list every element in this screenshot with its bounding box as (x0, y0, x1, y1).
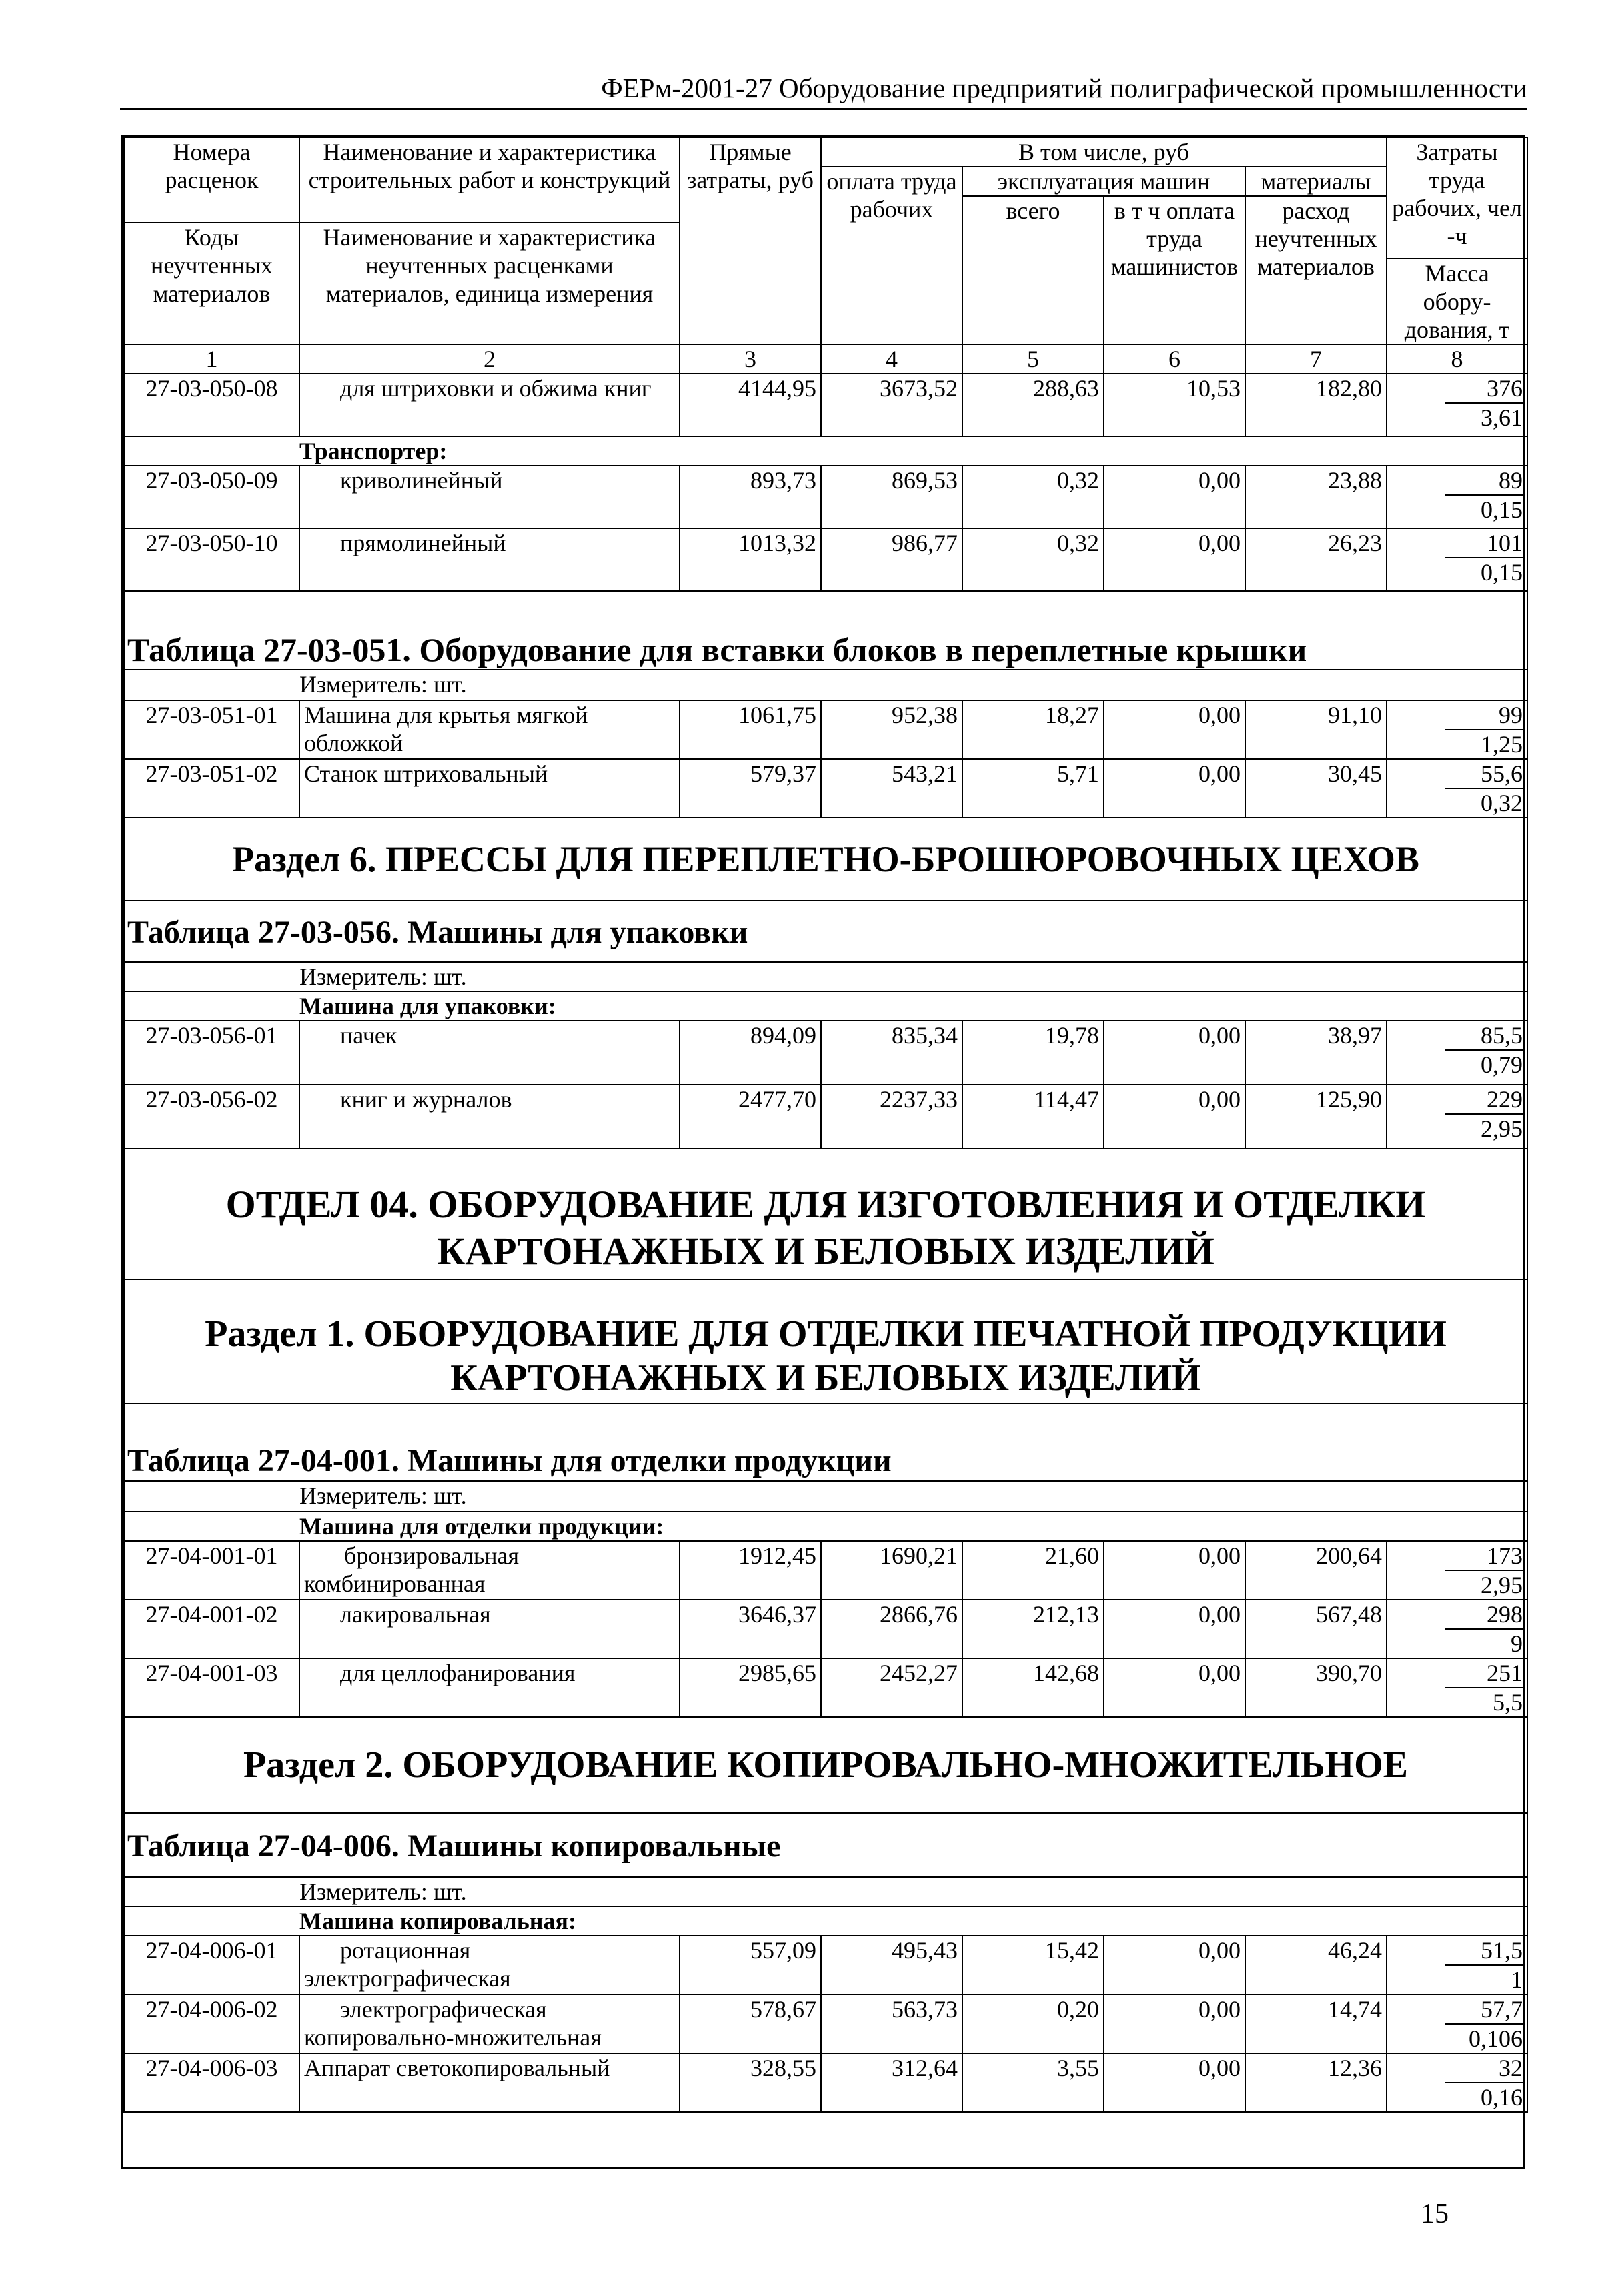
machine-total: 212,13 (962, 1600, 1104, 1658)
equipment-mass: 0,79 (1481, 1051, 1523, 1078)
labor-hours: 229 (1445, 1085, 1523, 1115)
equipment-mass: 3,61 (1481, 404, 1523, 431)
col-number: 7 (1245, 344, 1387, 374)
rate-name-line2: электрографическая (304, 1965, 511, 1992)
group-title: Транспортер: (124, 436, 1527, 466)
labor-hours: 55,6 (1445, 760, 1523, 789)
machine-total: 0,32 (962, 466, 1104, 528)
direct-cost: 579,37 (680, 759, 821, 818)
header-col2-bottom: Наименование и характеристика неучтенных расценками материалов, единица измерения (299, 223, 680, 344)
section-heading: Раздел 2. ОБОРУДОВАНИЕ КОПИРОВАЛЬНО-МНОЖИТЕЛЬНОЕ (243, 1744, 1408, 1786)
labor-and-mass (1387, 2053, 1527, 2112)
rate-name: прямолинейный (299, 528, 680, 591)
labor-and-mass (1387, 759, 1527, 818)
labor-and-mass (1387, 1658, 1527, 1717)
worker-pay: 1690,21 (821, 1541, 962, 1600)
labor-and-mass (1387, 1600, 1527, 1658)
header-col1-top: Номера расценок (124, 137, 299, 223)
rate-name: Станок штриховальный (299, 759, 680, 818)
worker-pay: 312,64 (821, 2053, 962, 2112)
materials-cost: 30,45 (1245, 759, 1387, 818)
labor-and-mass (1387, 1085, 1527, 1149)
table-caption: Таблица 27-03-051. Оборудование для вставки блоков в переплетные крышки (127, 631, 1307, 668)
labor-hours: 101 (1445, 529, 1523, 558)
rate-name-line1: бронзировальная (344, 1542, 520, 1569)
worker-pay: 2452,27 (821, 1658, 962, 1717)
materials-cost: 125,90 (1245, 1085, 1387, 1149)
page-number: 15 (1421, 2199, 1449, 2229)
table-row (124, 759, 1527, 818)
labor-and-mass (1387, 374, 1527, 436)
worker-pay: 543,21 (821, 759, 962, 818)
rate-name: лакировальная (299, 1600, 680, 1658)
equipment-mass: 0,15 (1481, 559, 1523, 586)
labor-and-mass (1387, 1021, 1527, 1085)
machine-total: 142,68 (962, 1658, 1104, 1717)
machine-total: 114,47 (962, 1085, 1104, 1149)
header-machines: эксплуатация машин (962, 167, 1245, 196)
direct-cost: 1912,45 (680, 1541, 821, 1600)
labor-hours: 173 (1445, 1542, 1523, 1571)
rates-table (123, 137, 1528, 2113)
operator-pay: 0,00 (1104, 1085, 1245, 1149)
operator-pay: 0,00 (1104, 466, 1245, 528)
section-heading-line2: КАРТОНАЖНЫХ И БЕЛОВЫХ ИЗДЕЛИЙ (450, 1357, 1201, 1399)
rate-name: криволинейный (299, 466, 680, 528)
table-row (124, 528, 1527, 591)
rate-code: 27-03-050-08 (124, 374, 299, 436)
rate-code: 27-03-050-10 (124, 528, 299, 591)
table-row (124, 1600, 1527, 1658)
header-incl: В том числе, руб (821, 137, 1387, 167)
table-row (124, 2053, 1527, 2112)
rate-name: пачек (299, 1021, 680, 1085)
materials-cost: 46,24 (1245, 1936, 1387, 1994)
direct-cost: 328,55 (680, 2053, 821, 2112)
header-col1-bottom: Коды неучтенных материалов (124, 223, 299, 344)
table-row (124, 1085, 1527, 1149)
rate-name (299, 1541, 680, 1600)
equipment-mass: 5,5 (1493, 1689, 1523, 1716)
labor-and-mass (1387, 700, 1527, 759)
rate-code: 27-04-006-01 (124, 1936, 299, 1994)
worker-pay: 2866,76 (821, 1600, 962, 1658)
header-col3: Прямые затраты, руб (680, 137, 821, 344)
rate-code: 27-04-006-03 (124, 2053, 299, 2112)
equipment-mass: 0,32 (1481, 790, 1523, 816)
section-heading-line1: Раздел 1. ОБОРУДОВАНИЕ ДЛЯ ОТДЕЛКИ ПЕЧАТНОЙ ПРОДУКЦИИ (205, 1313, 1447, 1355)
table-row (124, 374, 1527, 436)
materials-cost: 182,80 (1245, 374, 1387, 436)
header-col5: всего (962, 196, 1104, 344)
rate-name-line1: электрографическая (340, 1996, 547, 2023)
machine-total: 3,55 (962, 2053, 1104, 2112)
labor-hours: 89 (1445, 466, 1523, 496)
direct-cost: 3646,37 (680, 1600, 821, 1658)
machine-total: 18,27 (962, 700, 1104, 759)
equipment-mass: 1 (1511, 1966, 1523, 1993)
rate-code: 27-03-051-01 (124, 700, 299, 759)
materials-cost: 390,70 (1245, 1658, 1387, 1717)
worker-pay: 869,53 (821, 466, 962, 528)
group-row (124, 436, 1527, 466)
direct-cost: 557,09 (680, 1936, 821, 1994)
labor-hours: 57,7 (1445, 1995, 1523, 2025)
labor-and-mass (1387, 1541, 1527, 1600)
table-row (124, 1936, 1527, 1994)
labor-hours: 85,5 (1445, 1021, 1523, 1051)
direct-cost: 2477,70 (680, 1085, 821, 1149)
operator-pay: 0,00 (1104, 1021, 1245, 1085)
rate-code: 27-04-001-02 (124, 1600, 299, 1658)
measure-unit: Измеритель: шт. (299, 963, 467, 990)
section-heading: Раздел 6. ПРЕССЫ ДЛЯ ПЕРЕПЛЕТНО-БРОШЮРОВОЧНЫХ ЦЕХОВ (232, 839, 1419, 879)
operator-pay: 0,00 (1104, 1936, 1245, 1994)
labor-and-mass (1387, 466, 1527, 528)
table-row (124, 1658, 1527, 1717)
col-number: 2 (299, 344, 680, 374)
machine-total: 5,71 (962, 759, 1104, 818)
header-col2-top: Наименование и характеристика строительных работ и конструкций (299, 137, 680, 223)
direct-cost: 4144,95 (680, 374, 821, 436)
worker-pay: 3673,52 (821, 374, 962, 436)
group-row (124, 991, 1527, 1021)
group-title: Машина для отделки продукции: (124, 1512, 1527, 1541)
operator-pay: 0,00 (1104, 2053, 1245, 2112)
rate-code: 27-03-051-02 (124, 759, 299, 818)
content-frame (121, 135, 1525, 2169)
machine-total: 19,78 (962, 1021, 1104, 1085)
rate-name: для целлофанирования (299, 1658, 680, 1717)
rate-code: 27-03-056-01 (124, 1021, 299, 1085)
worker-pay: 952,38 (821, 700, 962, 759)
header-col7: расход неучтенных материалов (1245, 196, 1387, 344)
operator-pay: 10,53 (1104, 374, 1245, 436)
labor-and-mass (1387, 1936, 1527, 1994)
measure-unit: Измеритель: шт. (299, 1878, 467, 1905)
rate-code: 27-04-006-02 (124, 1994, 299, 2053)
machine-total: 15,42 (962, 1936, 1104, 1994)
group-row (124, 1512, 1527, 1541)
materials-cost: 200,64 (1245, 1541, 1387, 1600)
equipment-mass: 9 (1511, 1630, 1523, 1657)
header-col6: в т ч оплата труда машинистов (1104, 196, 1245, 344)
equipment-mass: 0,16 (1481, 2084, 1523, 2111)
direct-cost: 578,67 (680, 1994, 821, 2053)
labor-hours: 298 (1445, 1600, 1523, 1630)
department-heading-line1: ОТДЕЛ 04. ОБОРУДОВАНИЕ ДЛЯ ИЗГОТОВЛЕНИЯ И ОТДЕЛКИ (225, 1183, 1426, 1226)
equipment-mass: 0,15 (1481, 496, 1523, 523)
table-caption: Таблица 27-04-001. Машины для отделки продукции (127, 1443, 892, 1478)
col-number: 6 (1104, 344, 1245, 374)
col-number: 8 (1387, 344, 1527, 374)
worker-pay: 563,73 (821, 1994, 962, 2053)
header-col8-top: Затраты труда рабочих, чел -ч (1387, 137, 1527, 259)
operator-pay: 0,00 (1104, 1541, 1245, 1600)
operator-pay: 0,00 (1104, 528, 1245, 591)
table-row (124, 1021, 1527, 1085)
equipment-mass: 2,95 (1481, 1572, 1523, 1598)
rate-code: 27-04-001-03 (124, 1658, 299, 1717)
direct-cost: 893,73 (680, 466, 821, 528)
operator-pay: 0,00 (1104, 1600, 1245, 1658)
running-head: ФЕРм-2001-27 Оборудование предприятий полиграфической промышленности (120, 72, 1527, 110)
rate-code: 27-03-056-02 (124, 1085, 299, 1149)
measure-unit: Измеритель: шт. (299, 1482, 467, 1509)
machine-total: 288,63 (962, 374, 1104, 436)
header-materials: материалы (1245, 167, 1387, 196)
col-number: 3 (680, 344, 821, 374)
table-caption: Таблица 27-04-006. Машины копировальные (127, 1828, 781, 1864)
direct-cost: 1013,32 (680, 528, 821, 591)
machine-total: 0,32 (962, 528, 1104, 591)
materials-cost: 26,23 (1245, 528, 1387, 591)
worker-pay: 495,43 (821, 1936, 962, 1994)
table-row (124, 466, 1527, 528)
rate-name: для штриховки и обжима книг (299, 374, 680, 436)
machine-total: 0,20 (962, 1994, 1104, 2053)
materials-cost: 38,97 (1245, 1021, 1387, 1085)
rate-name-line2: комбинированная (304, 1570, 486, 1597)
rate-name (299, 1936, 680, 1994)
col-number: 5 (962, 344, 1104, 374)
labor-and-mass (1387, 1994, 1527, 2053)
rate-code: 27-04-001-01 (124, 1541, 299, 1600)
direct-cost: 894,09 (680, 1021, 821, 1085)
labor-hours: 99 (1445, 701, 1523, 730)
operator-pay: 0,00 (1104, 1658, 1245, 1717)
department-heading-line2: КАРТОНАЖНЫХ И БЕЛОВЫХ ИЗДЕЛИЙ (437, 1229, 1214, 1273)
direct-cost: 1061,75 (680, 700, 821, 759)
equipment-mass: 2,95 (1481, 1115, 1523, 1142)
rate-code: 27-03-050-09 (124, 466, 299, 528)
operator-pay: 0,00 (1104, 1994, 1245, 2053)
table-row (124, 1994, 1527, 2053)
worker-pay: 2237,33 (821, 1085, 962, 1149)
operator-pay: 0,00 (1104, 759, 1245, 818)
table-row (124, 1541, 1527, 1600)
measure-unit: Измеритель: шт. (299, 671, 467, 698)
materials-cost: 567,48 (1245, 1600, 1387, 1658)
labor-hours: 376 (1445, 374, 1523, 404)
col-number: 1 (124, 344, 299, 374)
rate-name: Машина для крытья мягкой обложкой (299, 700, 680, 759)
group-title: Машина копировальная: (124, 1906, 1527, 1936)
machine-total: 21,60 (962, 1541, 1104, 1600)
rate-name-line1: ротационная (340, 1937, 471, 1964)
col-number: 4 (821, 344, 962, 374)
rate-name-line2: копировально-множительная (304, 2024, 602, 2051)
table-row (124, 700, 1527, 759)
table-caption-row (124, 591, 1527, 670)
equipment-mass: 1,25 (1481, 731, 1523, 758)
materials-cost: 91,10 (1245, 700, 1387, 759)
table-caption: Таблица 27-03-056. Машины для упаковки (127, 915, 748, 950)
group-title: Машина для упаковки: (124, 991, 1527, 1021)
header-col8-bottom: Масса обору-дования, т (1387, 259, 1527, 344)
labor-and-mass (1387, 528, 1527, 591)
header-col4: оплата труда рабочих (821, 167, 962, 344)
materials-cost: 23,88 (1245, 466, 1387, 528)
worker-pay: 986,77 (821, 528, 962, 591)
operator-pay: 0,00 (1104, 700, 1245, 759)
labor-hours: 32 (1445, 2054, 1523, 2083)
labor-hours: 51,5 (1445, 1936, 1523, 1966)
worker-pay: 835,34 (821, 1021, 962, 1085)
labor-hours: 251 (1445, 1659, 1523, 1688)
materials-cost: 12,36 (1245, 2053, 1387, 2112)
materials-cost: 14,74 (1245, 1994, 1387, 2053)
rate-name: Аппарат светокопировальный (299, 2053, 680, 2112)
group-row (124, 1906, 1527, 1936)
direct-cost: 2985,65 (680, 1658, 821, 1717)
rate-name: книг и журналов (299, 1085, 680, 1149)
rate-name (299, 1994, 680, 2053)
equipment-mass: 0,106 (1469, 2025, 1523, 2052)
